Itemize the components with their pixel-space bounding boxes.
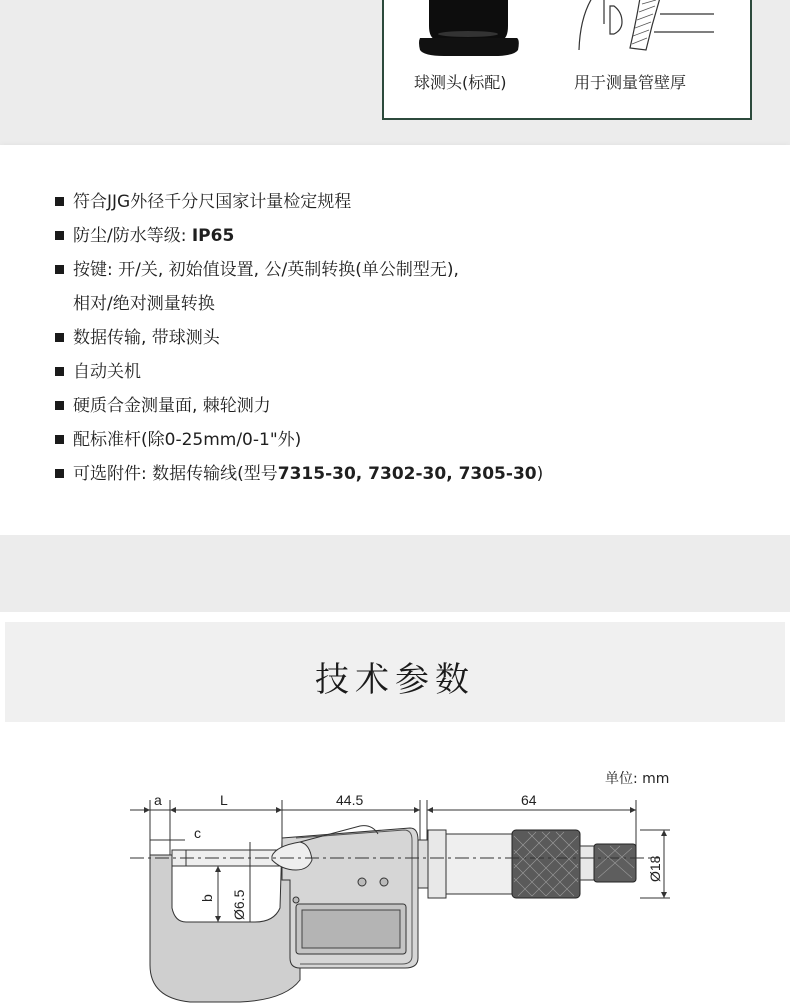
thimble — [512, 830, 580, 898]
feature-text: 自动关机 — [73, 362, 141, 382]
section-spacer — [0, 535, 790, 612]
feature-text: 数据传输, 带球测头 — [73, 328, 220, 348]
feature-tail-text: ) — [536, 464, 544, 484]
probe-illustration — [384, 0, 754, 122]
dim-L-label: L — [220, 792, 228, 808]
feature-text: 可选附件: 数据传输线(型号 — [73, 464, 278, 484]
micrometer-drawing — [0, 730, 790, 1008]
feature-bold-text: 7315-30, 7302-30, 7305-30 — [277, 464, 537, 484]
pipe-outline — [579, 0, 592, 50]
dim-44-5-label: 44.5 — [336, 792, 364, 808]
bullet-icon — [55, 333, 64, 342]
feature-item — [55, 185, 543, 219]
feature-item — [55, 457, 543, 491]
feature-text: 按键: 开/关, 初始值设置, 公/英制转换(单公制型无), — [73, 260, 459, 280]
bullet-icon — [55, 231, 64, 240]
bullet-icon — [55, 265, 64, 274]
dim-64-label: 64 — [521, 792, 537, 808]
features-card — [0, 145, 790, 535]
bullet-icon — [55, 367, 64, 376]
bullet-icon — [55, 401, 64, 410]
feature-item — [55, 355, 543, 389]
technical-drawing — [0, 730, 790, 1008]
pipe-wall-section — [630, 0, 660, 50]
feature-item — [55, 423, 543, 457]
feature-item — [55, 219, 543, 253]
feature-text: 防尘/防水等级: — [73, 226, 192, 246]
feature-continuation: 相对/绝对测量转换 — [73, 294, 215, 314]
dim-c-label: c — [194, 825, 201, 841]
feature-list — [55, 185, 543, 491]
top-band — [0, 0, 790, 145]
feature-item — [55, 389, 543, 423]
section-header — [5, 622, 785, 722]
ball-probe-base — [419, 38, 519, 56]
feature-item — [55, 321, 543, 355]
bullet-icon — [55, 469, 64, 478]
sleeve — [418, 840, 428, 888]
caption-pipe-wall: 用于测量管壁厚 — [574, 73, 687, 92]
bullet-icon — [55, 435, 64, 444]
caption-ball-probe: 球测头(标配) — [414, 73, 507, 92]
feature-text: 符合JJG外径千分尺国家计量检定规程 — [73, 192, 352, 212]
dim-b-label: b — [199, 894, 215, 902]
feature-text: 配标准杆(除0-25mm/0-1"外) — [73, 430, 302, 450]
probe-figure-frame — [382, 0, 752, 120]
feature-item — [55, 253, 543, 321]
section-title: 技术参数 — [315, 660, 475, 700]
unit-label: 单位: mm — [605, 771, 670, 787]
bullet-icon — [55, 197, 64, 206]
dim-a-label: a — [154, 792, 162, 808]
feature-bold-text: IP65 — [191, 226, 235, 246]
dim-phi6-5-label: Ø6.5 — [231, 889, 247, 920]
dim-phi18-label: Ø18 — [647, 855, 663, 882]
feature-text: 硬质合金测量面, 棘轮测力 — [73, 396, 271, 416]
